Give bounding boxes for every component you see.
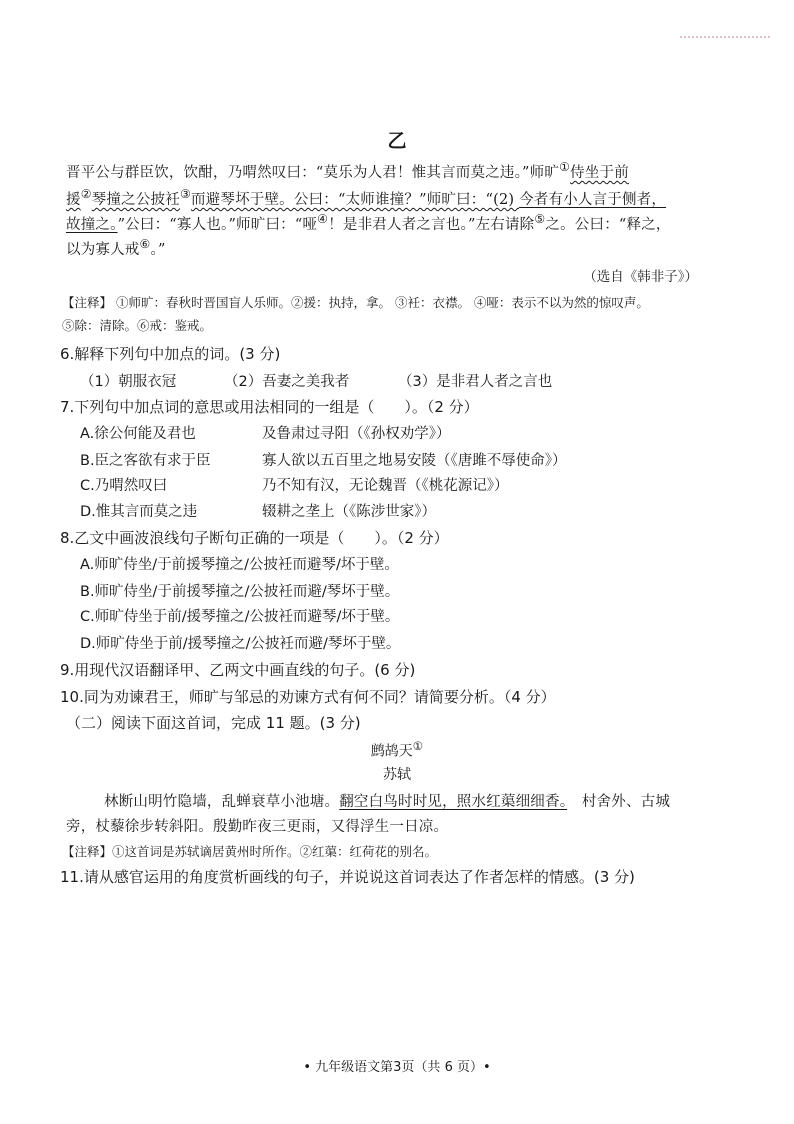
q7-option-a-left: A.徐公何能及君也: [80, 426, 196, 442]
notes-line-2: ⑤除：清除。⑥戒：鉴戒。: [62, 318, 213, 333]
passage-line-1: [66, 160, 629, 182]
poem-text: 村舍外、古城: [567, 794, 671, 810]
q8-option-c: C.师旷侍坐于前/援琴撞之/公披衽而避琴/坏于壁。: [80, 609, 400, 625]
q6-item-2: （2）吾妻之美我者: [224, 374, 350, 390]
footnote-marker: ②: [80, 187, 92, 201]
passage-text: ！是非君人者之言也。”左右请除: [328, 216, 535, 233]
footnote-marker: ①: [559, 160, 571, 174]
q7-option-d-right: 辍耕之垄上（《陈涉世家》）: [262, 504, 436, 520]
part-2-heading: （二）阅读下面这首词，完成 11 题。(3 分): [66, 714, 361, 732]
poem-author: 苏轼: [383, 767, 411, 783]
q8-option-d: D.师旷侍坐于前/援琴撞之/公披衽而避/琴坏于壁。: [80, 636, 401, 652]
passage-line-2: [66, 187, 666, 209]
q6-item-3: （3）是非君人者之言也: [398, 374, 553, 390]
wavy-text: 而避琴坏于壁。公曰：“太师谁撞？”师旷曰：“(2): [190, 191, 520, 208]
question-10: 10.同为劝谏君王，师旷与邹忌的劝谏方式有何不同？请简要分析。（4 分）: [60, 688, 556, 706]
q7-option-c-right: 乃不知有汉，无论魏晋（《桃花源记》）: [262, 478, 509, 494]
poem-title-text: 鹧鸪天: [370, 743, 413, 760]
q6-item-1: （1）朝服衣冠: [80, 374, 177, 390]
passage-text: 以为寡人戒: [66, 241, 140, 258]
poem-line-1: [104, 790, 670, 811]
wavy-text: 侍坐于前: [570, 164, 629, 181]
poem-line-2: 旁，杖藜徐步转斜阳。殷勤昨夜三更雨，又得浮生一日凉。: [66, 819, 449, 835]
q7-option-a-right: 及鲁肃过寻阳（《孙权劝学》）: [262, 426, 451, 442]
footnote-marker: ①: [412, 739, 424, 753]
q7-option-b-left: B.臣之客欲有求于臣: [80, 453, 211, 469]
wavy-text: 援: [66, 191, 81, 208]
question-7: 7.下列句中加点词的意思或用法相同的一组是（ ）。（2 分）: [60, 398, 479, 416]
source-citation: （选自《韩非子》）: [583, 269, 698, 285]
poem-title: [0, 739, 794, 761]
page-footer: • 九年级语文第3页（共 6 页）•: [303, 1060, 491, 1075]
q7-option-b-right: 寡人欲以五百里之地易安陵（《唐雎不辱使命》）: [262, 453, 567, 469]
question-11: 11.请从感官运用的角度赏析画线的句子，并说说这首词表达了作者怎样的情感。(3 分): [60, 868, 635, 886]
passage-text: 之。公曰：“释之，: [545, 216, 671, 233]
notes-line-1: 【注释】 ①师旷：春秋时晋国盲人乐师。②援：执持，拿。 ③衽：衣襟。 ④哑：表示不以为然的惊叹声。: [62, 295, 649, 310]
underlined-text: 故撞之。: [66, 216, 118, 233]
corner-mark: [680, 30, 770, 38]
q8-option-a: A.师旷侍坐/于前援琴撞之/公披衽而避琴/坏于壁。: [80, 557, 399, 573]
underlined-text: 今者有小人言于侧者，: [519, 191, 667, 208]
poem-note: 【注释】①这首词是苏轼谪居黄州时所作。②红蕖：红荷花的别名。: [62, 844, 438, 859]
passage-text: 晋平公与群臣饮，饮酣，乃喟然叹曰：“莫乐为人君！惟其言而莫之违。”师旷: [66, 164, 560, 181]
question-9: 9.用现代汉语翻译甲、乙两文中画直线的句子。(6 分): [60, 661, 416, 679]
footnote-marker: ⑤: [534, 212, 546, 226]
footnote-marker: ④: [317, 212, 329, 226]
wavy-text: 琴撞之公披衽: [91, 191, 180, 208]
q8-option-b: B.师旷侍坐/于前援琴撞之/公披衽而避/琴坏于壁。: [80, 584, 400, 600]
footnote-marker: ⑥: [139, 237, 151, 251]
underlined-text: 翻空白鸟时时见，照水红蕖细细香。: [339, 794, 568, 810]
question-6: 6.解释下列句中加点的词。(3 分): [60, 345, 281, 363]
passage-text: 。”: [150, 241, 166, 258]
question-8: 8.乙文中画波浪线句子断句正确的一项是（ ）。（2 分）: [60, 529, 449, 547]
q7-option-d-left: D.惟其言而莫之违: [80, 504, 198, 520]
passage-line-3: [66, 212, 671, 234]
footnote-marker: ③: [179, 187, 191, 201]
section-title: 乙: [387, 130, 407, 152]
passage-text: ”公曰：“寡人也。”师旷曰：“哑: [117, 216, 318, 233]
poem-text: 林断山明竹隐墙，乱蝉衰草小池塘。: [104, 794, 340, 810]
passage-line-4: [66, 237, 166, 259]
q7-option-c-left: C.乃喟然叹曰: [80, 478, 168, 494]
